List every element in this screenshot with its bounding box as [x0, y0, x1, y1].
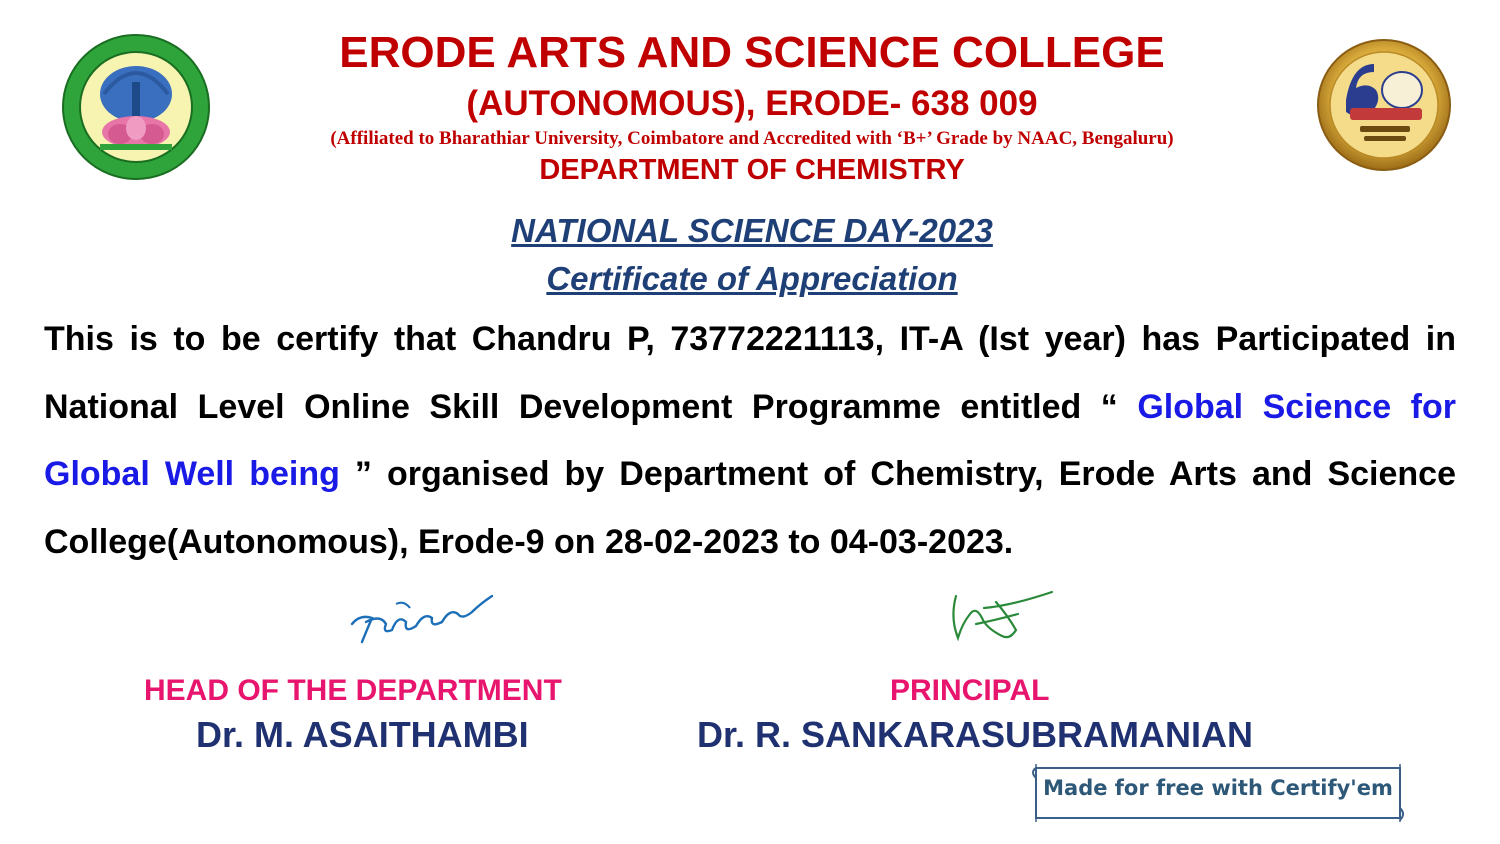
- programme-title: Global Science for Global Well being: [44, 387, 1456, 493]
- hod-name: Dr. M. ASAITHAMBI: [196, 714, 529, 755]
- affiliation-note: (Affiliated to Bharathiar University, Coimbatore and Accredited with ‘B+’ Grade by NAAC, Bengaluru): [330, 128, 1174, 149]
- event-title: NATIONAL SCIENCE DAY-2023: [511, 212, 993, 249]
- certificate-body: [44, 306, 1456, 576]
- body-intro: This is to be certify that Chandru P, 73772221113, IT-A (Ist year) has Participated in National Level Online Skill Development Programme entitled “: [44, 320, 1456, 426]
- body-tail: ” organised by Department of Chemistry, Erode Arts and Science College(Autonomous), Erode-9 on 28-02-2023 to 04-03-2023.: [44, 455, 1456, 561]
- college-address: (AUTONOMOUS), ERODE- 638 009: [466, 84, 1038, 123]
- hod-signature: [346, 584, 500, 650]
- certificate-title: Certificate of Appreciation: [546, 260, 958, 297]
- principal-signature: [946, 584, 1058, 646]
- department-name: DEPARTMENT OF CHEMISTRY: [539, 154, 965, 186]
- principal-name: Dr. R. SANKARASUBRAMANIAN: [697, 714, 1254, 755]
- hod-title: HEAD OF THE DEPARTMENT: [144, 674, 562, 707]
- golden-jubilee-seal-logo: [1316, 38, 1452, 172]
- certifyem-badge-text[interactable]: Made for free with Certify'em: [1043, 776, 1393, 800]
- principal-title: PRINCIPAL: [890, 674, 1050, 707]
- college-emblem-logo: [60, 32, 212, 182]
- college-name: ERODE ARTS AND SCIENCE COLLEGE: [339, 28, 1165, 77]
